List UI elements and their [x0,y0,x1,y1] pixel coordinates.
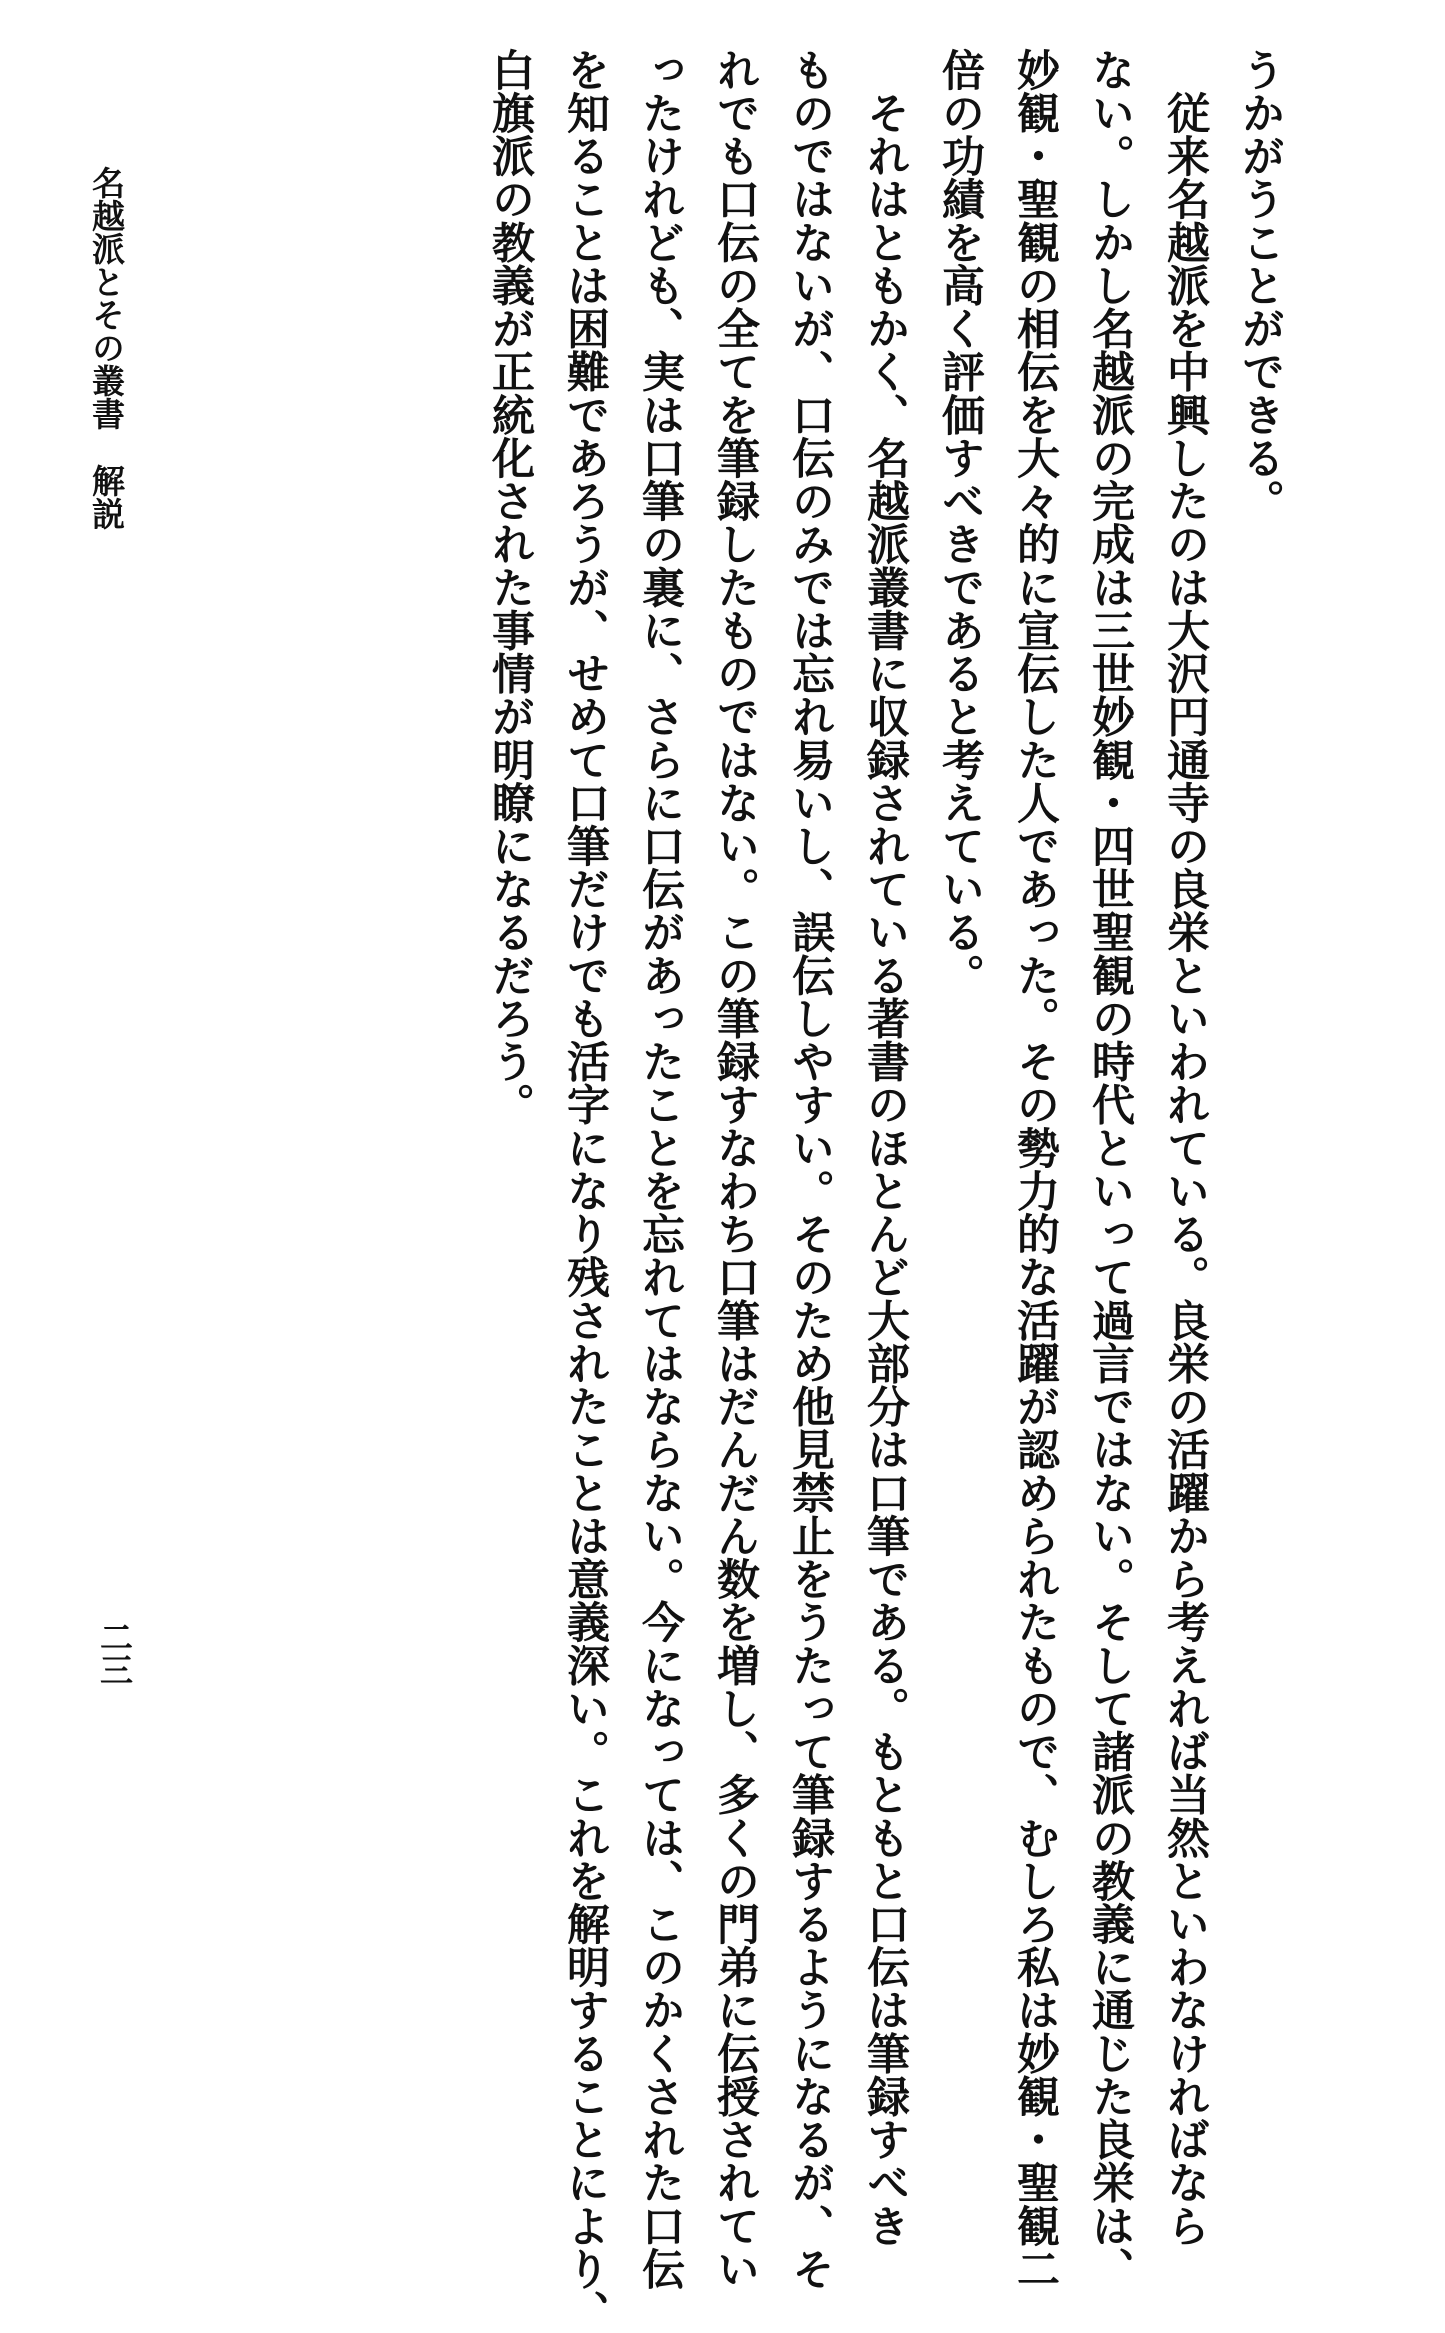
text-line: 従来名越派を中興したのは大沢円通寺の良栄といわれている。良栄の活躍から考えれば当然といわなければなら [1160,48,1210,2248]
paragraph-2 [922,48,1222,2291]
text-line: ない。しかし名越派の完成は三世妙観・四世聖観の時代といって過言ではない。そして諸派の教義に通じた良栄は、 [1085,48,1135,2291]
paragraph-1 [1222,48,1297,2048]
text-line: 妙観・聖観の相伝を大々的に宣伝した人であった。その勢力的な活躍が認められたもので、むしろ私は妙観・聖観二 [1010,48,1060,2291]
text-line: を知ることは困難であろうが、せめて口筆だけでも活字になり残されたことは意義深い。これを解明することにより、 [560,48,610,2333]
running-head [86,166,126,530]
page-number: 二三 [95,1620,134,1686]
text-line: ものではないが、口伝のみでは忘れ易いし、誤伝しやすい。そのため他見禁止をうたって筆録するようになるが、そ [785,48,835,2291]
body-text [472,48,1297,2333]
text-line: 白旗派の教義が正統化された事情が明瞭になるだろう。 [485,48,535,1126]
text-line: れでも口伝の全てを筆録したものではない。この筆録すなわち口筆はだんだん数を増し、多くの門弟に伝授されてい [710,48,760,2291]
text-line: 倍の功績を高く評価すべきであると考えている。 [935,48,985,997]
paragraph-3 [472,48,922,2333]
text-line: ったけれども、実は口筆の裏に、さらに口伝があったことを忘れてはならない。今になっては、このかくされた口伝 [635,48,685,2291]
text-line: うかがうことができる。 [1235,48,1285,523]
running-head-title: 名越派とその叢書 [87,166,126,430]
text-line: それはともかく、名越派叢書に収録されている著書のほとんど大部分は口筆である。もともと口伝は筆録すべき [860,48,910,2248]
running-head-section: 解説 [87,464,126,530]
